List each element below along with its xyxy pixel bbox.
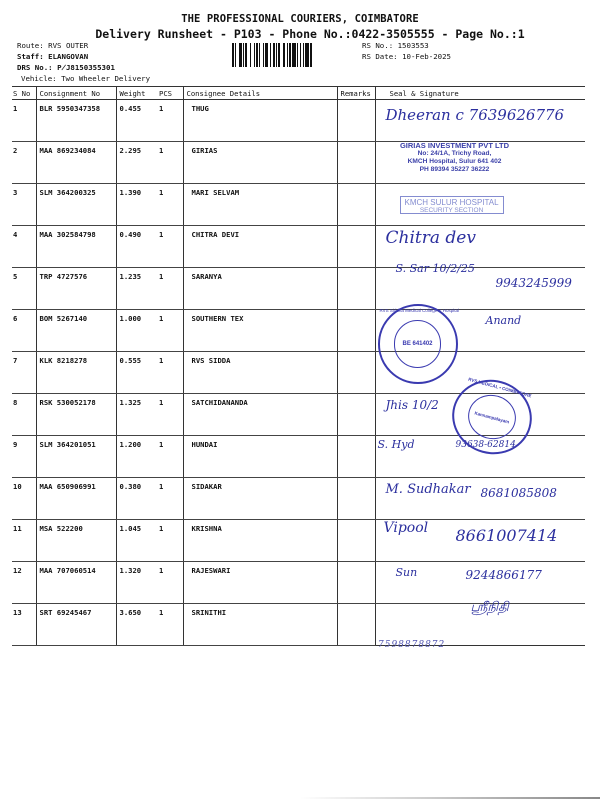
col-weight: Weight: [116, 87, 156, 100]
stamp-center-text: Kannampalayam: [473, 409, 510, 425]
table-row: [12, 478, 585, 520]
col-seal-signature: Seal & Signature: [375, 87, 585, 100]
cell-consignment: SLM 364200325: [36, 184, 116, 226]
cell-sno: 3: [12, 184, 36, 226]
rs-date-line: [362, 51, 451, 62]
stamp-center-text: BE 641402: [402, 340, 433, 347]
stamp-line: No: 24/1A, Trichy Road,: [417, 150, 492, 157]
rs-date-label: RS Date:: [362, 52, 398, 61]
stamp-ring-text: RVS MEDICAL • COIMBATORE: [467, 376, 532, 399]
cell-weight: 1.200: [116, 436, 156, 478]
cell-consignment: MAA 302584798: [36, 226, 116, 268]
col-pcs: PCS: [156, 87, 183, 100]
cell-consignment: MAA 707060514: [36, 562, 116, 604]
table-row: [12, 520, 585, 562]
cell-remarks: [337, 100, 375, 142]
cell-weight: 0.380: [116, 478, 156, 520]
cell-consignee: SATCHIDANANDA: [183, 394, 337, 436]
stamp-ring-text: RVS Siddha Medical College & Hospital: [379, 308, 459, 313]
cell-pcs: 1: [156, 268, 183, 310]
cell-pcs: 1: [156, 562, 183, 604]
cell-consignee: RVS SIDDA: [183, 352, 337, 394]
handwritten-phone: 9244866177: [465, 568, 542, 582]
stamp-line: KMCH SULUR HOSPITAL: [404, 198, 499, 207]
table-row: [12, 142, 585, 184]
cell-pcs: 1: [156, 310, 183, 352]
cell-pcs: 1: [156, 520, 183, 562]
cell-sno: 11: [12, 520, 36, 562]
runsheet-table: [12, 86, 585, 646]
cell-seal-signature: [375, 184, 585, 226]
handwritten-signature: Sun: [395, 566, 418, 579]
cell-consignee: KRISHNA: [183, 520, 337, 562]
handwritten-phone: 8661007414: [455, 526, 558, 545]
cell-consignment: MAA 650906991: [36, 478, 116, 520]
cell-weight: 1.235: [116, 268, 156, 310]
cell-consignee: SARANYA: [183, 268, 337, 310]
cell-consignment: RSK 530052178: [36, 394, 116, 436]
cell-seal-signature: [375, 478, 585, 520]
table-row: [12, 268, 585, 310]
cell-consignee: SRINITHI: [183, 604, 337, 646]
table-row: [12, 184, 585, 226]
cell-consignment: KLK 8218278: [36, 352, 116, 394]
cell-sno: 6: [12, 310, 36, 352]
stamp-center: [463, 390, 520, 445]
drs-line: [17, 62, 150, 73]
cell-consignment: SRT 69245467: [36, 604, 116, 646]
handwritten-signature: M. Sudhakar: [385, 482, 471, 497]
cell-sno: 5: [12, 268, 36, 310]
cell-sno: 13: [12, 604, 36, 646]
cell-remarks: [337, 520, 375, 562]
cell-remarks: [337, 562, 375, 604]
cell-weight: 0.490: [116, 226, 156, 268]
cell-consignment: BLR 5950347358: [36, 100, 116, 142]
route-line: [17, 40, 150, 51]
cell-sno: 10: [12, 478, 36, 520]
cell-remarks: [337, 310, 375, 352]
cell-pcs: 1: [156, 100, 183, 142]
cell-sno: 9: [12, 436, 36, 478]
cell-consignee: HUNDAI: [183, 436, 337, 478]
staff-label: Staff:: [17, 52, 44, 61]
cell-remarks: [337, 352, 375, 394]
table-row: [12, 604, 585, 646]
stamp-line: SECURITY SECTION: [419, 207, 484, 212]
cell-sno: 4: [12, 226, 36, 268]
handwritten-signature: S. Sar 10/2/25: [395, 262, 475, 275]
cell-weight: 1.390: [116, 184, 156, 226]
table-header-row: [12, 87, 585, 100]
table-row: [12, 562, 585, 604]
cell-remarks: [337, 604, 375, 646]
cell-consignment: SLM 364201051: [36, 436, 116, 478]
cell-pcs: 1: [156, 142, 183, 184]
cell-consignee: THUG: [183, 100, 337, 142]
cell-weight: 0.455: [116, 100, 156, 142]
cell-seal-signature: [375, 310, 585, 352]
handwritten-signature: S. Hyd: [377, 438, 415, 451]
col-consignee: Consignee Details: [183, 87, 337, 100]
table-row: [12, 394, 585, 436]
cell-consignment: TRP 4727576: [36, 268, 116, 310]
col-sno: S No: [12, 87, 36, 100]
rs-no-line: [362, 40, 451, 51]
cell-pcs: 1: [156, 478, 183, 520]
cell-weight: 3.650: [116, 604, 156, 646]
cell-remarks: [337, 268, 375, 310]
rs-no-label: RS No.:: [362, 41, 394, 50]
kmch-security-stamp: [400, 196, 504, 214]
cell-weight: 1.325: [116, 394, 156, 436]
cell-consignee: RAJESWARI: [183, 562, 337, 604]
barcode-icon: [232, 43, 347, 67]
cell-consignee: MARI SELVAM: [183, 184, 337, 226]
vehicle-label: Vehicle:: [21, 74, 57, 83]
page-edge-shadow: [300, 797, 600, 799]
staff-line: [17, 51, 150, 62]
rs-no-value: 1503553: [397, 41, 429, 50]
cell-seal-signature: [375, 142, 585, 184]
barcode-bar: [312, 43, 313, 67]
cell-consignment: MAA 869234084: [36, 142, 116, 184]
cell-weight: 1.045: [116, 520, 156, 562]
handwritten-phone: 93638-62814: [455, 440, 516, 450]
handwritten-signature: Dheeran c 7639626776: [385, 106, 565, 124]
cell-sno: 2: [12, 142, 36, 184]
cell-remarks: [337, 184, 375, 226]
rvs-college-round-stamp: [378, 304, 458, 384]
handwritten-phone-note: 7598878872: [378, 640, 446, 650]
staff-value: ELANGOVAN: [48, 52, 89, 61]
cell-remarks: [337, 142, 375, 184]
handwritten-phone: 9943245999: [495, 276, 572, 290]
stamp-line: GIRIAS INVESTMENT PVT LTD: [399, 141, 510, 150]
cell-sno: 12: [12, 562, 36, 604]
cell-sno: 1: [12, 100, 36, 142]
cell-consignee: GIRIAS: [183, 142, 337, 184]
table-row: [12, 226, 585, 268]
stamp-center: [394, 320, 442, 368]
cell-weight: 1.000: [116, 310, 156, 352]
cell-seal-signature: [375, 562, 585, 604]
cell-weight: 2.295: [116, 142, 156, 184]
col-consignment: Consignment No: [36, 87, 116, 100]
cell-remarks: [337, 226, 375, 268]
vehicle-value: Two Wheeler Delivery: [61, 74, 151, 83]
route-value: RVS OUTER: [48, 41, 89, 50]
header-left-info: [17, 40, 150, 84]
cell-pcs: 1: [156, 436, 183, 478]
cell-sno: 7: [12, 352, 36, 394]
cell-consignee: SIDAKAR: [183, 478, 337, 520]
cell-pcs: 1: [156, 226, 183, 268]
handwritten-phone: 8681085808: [480, 486, 557, 500]
cell-seal-signature: [375, 100, 585, 142]
handwritten-signature: Vipool: [383, 520, 429, 536]
runsheet-subtitle: Delivery Runsheet - P103 - Phone No.:0422-3505555 - Page No.:1: [95, 27, 525, 41]
cell-pcs: 1: [156, 604, 183, 646]
cell-consignee: SOUTHERN TEX: [183, 310, 337, 352]
cell-pcs: 1: [156, 184, 183, 226]
route-label: Route:: [17, 41, 44, 50]
cell-consignee: CHITRA DEVI: [183, 226, 337, 268]
cell-sno: 8: [12, 394, 36, 436]
cell-pcs: 1: [156, 352, 183, 394]
girias-stamp: [380, 142, 530, 174]
drs-value: P̸J8150355301: [57, 63, 115, 72]
cell-pcs: 1: [156, 394, 183, 436]
stamp-line: PH 89394 35227 36222: [419, 166, 490, 173]
cell-remarks: [337, 436, 375, 478]
cell-seal-signature: [375, 376, 585, 436]
cell-weight: 1.320: [116, 562, 156, 604]
handwritten-signature: ஸ்ரீநிதி: [470, 600, 509, 615]
handwritten-signature: Chitra dev: [385, 228, 476, 248]
handwritten-signature: Jhis 10/2: [385, 398, 439, 412]
table-row: [12, 310, 585, 352]
cell-seal-signature: [375, 262, 585, 310]
cell-consignment: MSA 522200: [36, 520, 116, 562]
vehicle-line: [17, 73, 150, 84]
cell-seal-signature: [375, 520, 585, 562]
cell-weight: 0.555: [116, 352, 156, 394]
col-remarks: Remarks: [337, 87, 375, 100]
rs-date-value: 10-Feb-2025: [402, 52, 452, 61]
stamp-line: KMCH Hospital, Sulur 641 402: [407, 158, 502, 165]
header-right-info: [362, 40, 451, 62]
drs-label: DRS No.:: [17, 63, 53, 72]
cell-remarks: [337, 478, 375, 520]
cell-remarks: [337, 394, 375, 436]
table-row: [12, 100, 585, 142]
handwritten-signature: Anand: [485, 314, 522, 327]
company-title: THE PROFESSIONAL COURIERS, COIMBATORE: [181, 13, 419, 25]
cell-consignment: BOM 5267140: [36, 310, 116, 352]
